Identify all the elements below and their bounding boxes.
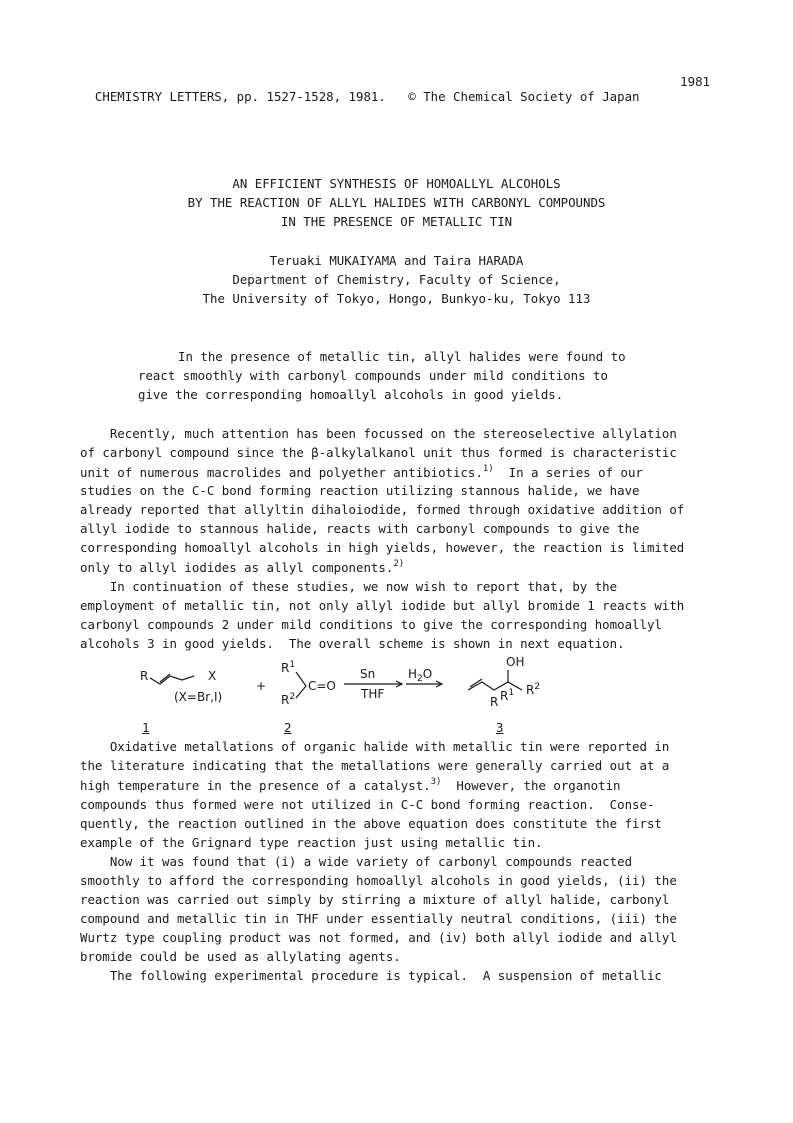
halide-condition: (X=Br,I)	[174, 690, 223, 704]
para1-line-5: already reported that allyltin dihaloiodide, formed through oxidative addition of	[80, 502, 685, 517]
para3-line-1: Oxidative metallations of organic halide with metallic tin were reported in	[80, 739, 670, 754]
para1-line-7: corresponding homoallyl alcohols in high yields, however, the reaction is limited	[80, 540, 685, 555]
para4-line-6: bromide could be used as allylating agents.	[80, 949, 401, 964]
reagent-sn: Sn	[360, 667, 376, 681]
scheme-plus: +	[256, 679, 267, 693]
carbonyl-r2: $R^2$	[281, 692, 296, 707]
para3-line-4: compounds thus formed were not utilized in C-C bond forming reaction. Conse-	[80, 797, 655, 812]
product-r: R	[490, 695, 499, 709]
affiliation-line-2: The University of Tokyo, Hongo, Bunkyo-ku, Tokyo 113	[202, 291, 591, 306]
para4-line-1: Now it was found that (i) a wide variety of carbonyl compounds reacted	[80, 854, 633, 869]
para1-line-2: of carbonyl compound since the β-alkylalkanol unit thus formed is characteristic	[80, 445, 677, 460]
compound-label-3: 3	[496, 720, 504, 735]
affiliation-line-1: Department of Chemistry, Faculty of Science,	[232, 272, 561, 287]
para4-line-2: smoothly to afford the corresponding homoallyl alcohols in good yields, (ii) the	[80, 873, 677, 888]
reference-2: 2)	[393, 559, 405, 569]
title-line-1: AN EFFICIENT SYNTHESIS OF HOMOALLYL ALCOHOLS	[232, 176, 561, 191]
header-year: 1981	[680, 74, 710, 89]
product-r1: $R^1$	[500, 688, 515, 703]
product-oh: OH	[506, 655, 525, 669]
allyl-halide-bond	[150, 676, 194, 684]
product-r2: $R^2$	[526, 682, 541, 697]
reference-1: 1)	[482, 464, 494, 474]
solvent-thf: THF	[361, 687, 385, 701]
carbonyl-group: C=O	[308, 679, 336, 693]
para3-line-2: the literature indicating that the metallations were generally carried out at a	[80, 758, 670, 773]
para1-line-3: unit of numerous macrolides and polyether antibiotics.$^{1)}$ In a series of our	[80, 464, 643, 480]
reagent-water: $H_2O$	[408, 667, 433, 684]
para2-line-4: alcohols 3 in good yields. The overall scheme is shown in next equation.	[80, 636, 625, 651]
authors: Teruaki MUKAIYAMA and Taira HARADA	[269, 253, 524, 268]
abstract-line-3: give the corresponding homoallyl alcohols in good yields.	[138, 387, 564, 402]
para3-line-6: example of the Grignard type reaction just using metallic tin.	[80, 835, 543, 850]
para4-line-3: reaction was carried out simply by stirring a mixture of allyl halide, carbonyl	[80, 892, 670, 907]
para1-line-4: studies on the C-C bond forming reaction utilizing stannous halide, we have	[80, 483, 640, 498]
compound-label-2: 2	[284, 720, 292, 735]
scheme-r: R	[140, 669, 149, 683]
abstract-line-2: react smoothly with carbonyl compounds under mild conditions to	[138, 368, 608, 383]
para1-line-6: allyl iodide to stannous halide, reacts with carbonyl compounds to give the	[80, 521, 640, 536]
copyright-symbol: ©	[408, 89, 416, 104]
carbonyl-r1: $R^1$	[281, 660, 296, 675]
reference-3: 3)	[430, 777, 442, 787]
para4-line-5: Wurtz type coupling product was not formed, and (iv) both allyl iodide and allyl	[80, 930, 677, 945]
para2-line-3: carbonyl compounds 2 under mild conditions to give the corresponding homoallyl	[80, 617, 662, 632]
para5-line-1: The following experimental procedure is typical. A suspension of metallic	[80, 968, 662, 983]
compound-label-1: 1	[142, 720, 150, 735]
publisher: The Chemical Society of Japan	[423, 89, 640, 104]
running-header	[80, 74, 710, 119]
journal-citation: CHEMISTRY LETTERS, pp. 1527-1528, 1981.	[94, 89, 386, 104]
para1-line-1: Recently, much attention has been focussed on the stereoselective allylation	[80, 426, 677, 441]
title-line-2: BY THE REACTION OF ALLYL HALIDES WITH CARBONYL COMPOUNDS	[187, 195, 606, 210]
scheme-x: X	[208, 669, 217, 683]
para3-line-5: quently, the reaction outlined in the above equation does constitute the first	[80, 816, 662, 831]
allyl-double-bond	[160, 674, 170, 682]
para1-line-8: only to allyl iodides as allyl components.$^{2)}$	[80, 559, 405, 575]
abstract-line-1: In the presence of metallic tin, allyl halides were found to	[178, 349, 626, 364]
title-line-3: IN THE PRESENCE OF METALLIC TIN	[280, 214, 513, 229]
para3-line-3: high temperature in the presence of a catalyst.$^{3)}$ However, the organotin	[80, 777, 621, 793]
para2-line-2: employment of metallic tin, not only allyl iodide but allyl bromide 1 reacts with	[80, 598, 685, 613]
para4-line-4: compound and metallic tin in THF under essentially neutral conditions, (iii) the	[80, 911, 677, 926]
reaction-scheme	[138, 650, 568, 730]
carbonyl-bonds	[296, 672, 306, 698]
para2-line-1: In continuation of these studies, we now wish to report that, by the	[80, 579, 618, 594]
